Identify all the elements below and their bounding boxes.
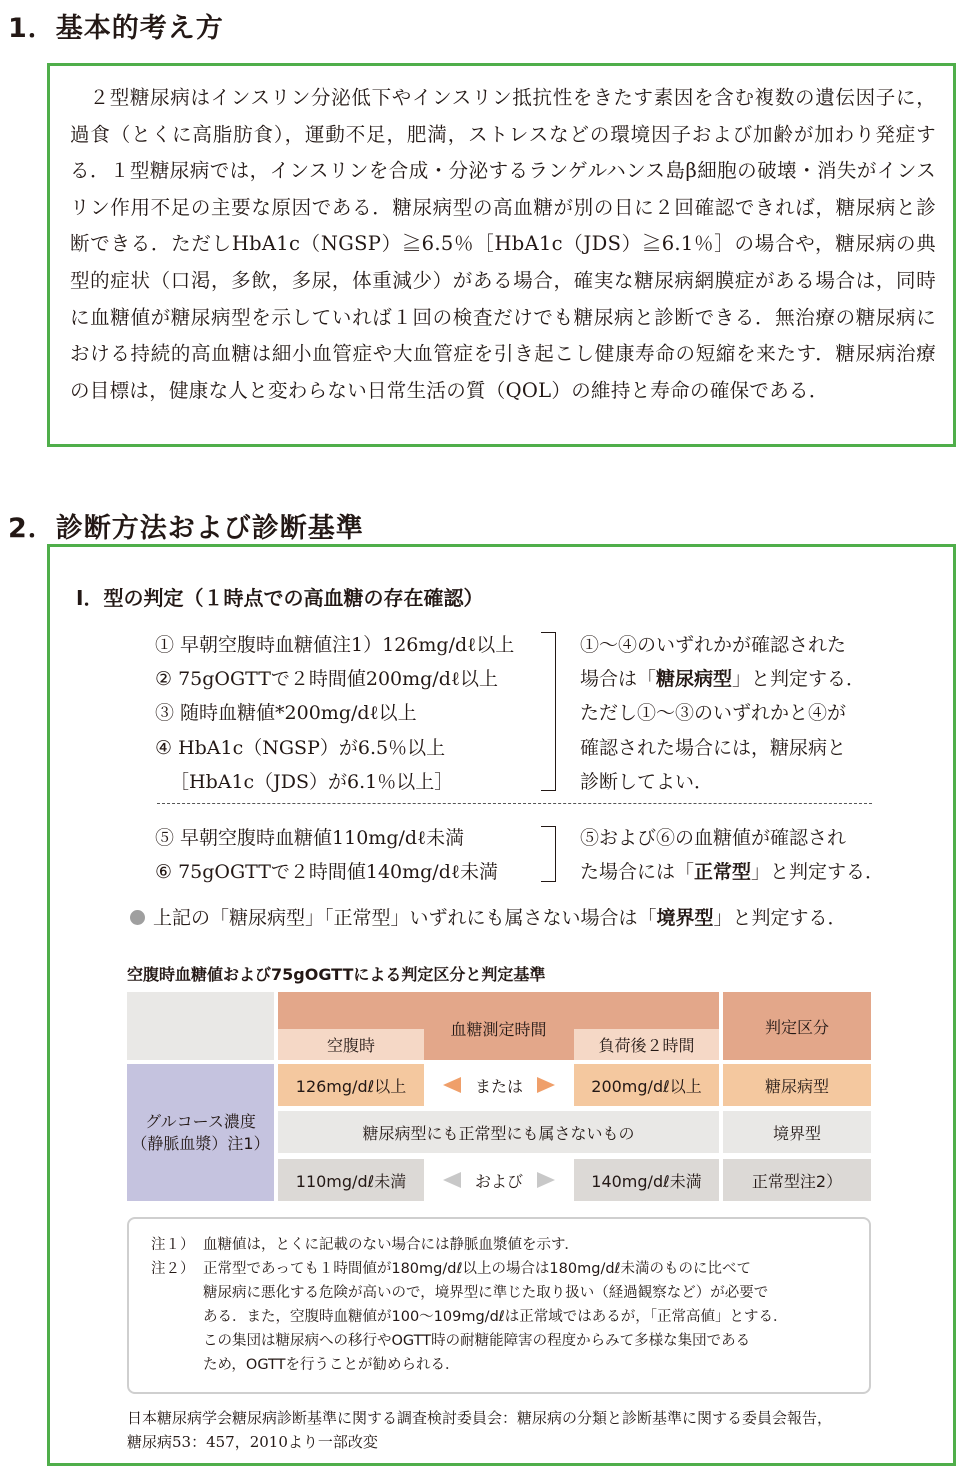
table-corner [127, 992, 274, 1060]
diabetic-type-label: 糖尿病型 [656, 668, 733, 690]
normal-type-label: 正常型 [694, 861, 752, 883]
criterion-4-jds: ［HbA1c（JDS）が6.1％以上］ [170, 771, 454, 793]
result2-line1: ⑤および⑥の血糖値が確認され [580, 827, 847, 849]
criterion-3: ③ 随時血糖値*200mg/dℓ以上 [155, 702, 417, 724]
header-2hour: 負荷後２時間 [574, 1029, 719, 1060]
criterion-1: ① 早朝空腹時血糖値注1）126mg/dℓ以上 [155, 634, 515, 656]
reference [127, 1406, 907, 1454]
result1-line1: ①〜④のいずれかが確認された [580, 634, 847, 656]
result1-line2: 場合は「糖尿病型」と判定する． [580, 668, 866, 690]
borderline-type-label: 境界型 [656, 907, 714, 929]
row-label-glucose: グルコース濃度 （静脈血漿）注1） [127, 1064, 274, 1201]
row3-conjunction: および [428, 1159, 570, 1201]
section1-paragraph: ２型糖尿病はインスリン分泌低下やインスリン抵抗性をきたす素因を含む複数の遺伝因子に，過食（とくに高脂肪食），運動不足，肥満，ストレスなどの環境因子および加齢が加わり発症する．１型糖尿病では，インスリンを合成・分泌するランゲルハンス島β細胞の破壊・消失がインスリン作用不足の主要な原因である．糖尿病型の高血糖が別の日に２回確認できれば，糖尿病と診断できる．ただしHbA1c（NGSP）≧6.5％［HbA1c（JDS）≧6.1％］の場合や，糖尿病の典型的症状（口渇，多飲，多尿，体重減少）がある場合，確実な糖尿病網膜症がある場合は，同時に血糖値が糖尿病型を示していれば１回の検査だけでも糖尿病と診断できる．無治療の糖尿病における持続的高血糖は細小血管症や大血管症を引き起こし健康寿命の短縮を来たす．糖尿病治療の目標は，健康な人と変わらない日常生活の質（QOL）の維持と寿命の確保である． [70, 86, 936, 402]
header-classification: 判定区分 [723, 992, 871, 1060]
note2-label: 注２） [151, 1261, 195, 1277]
result2-line2: た場合には「正常型」と判定する． [580, 861, 885, 883]
header-fasting: 空腹時 [278, 1029, 424, 1060]
reference-line2: 糖尿病53：457，2010より一部改変 [127, 1433, 378, 1451]
row3-fasting: 110mg/dℓ未満 [278, 1159, 424, 1201]
row3-2hour: 140mg/dℓ未満 [574, 1159, 719, 1201]
result1-line5: 診断してよい． [580, 771, 714, 793]
row1-fasting: 126mg/dℓ以上 [278, 1064, 424, 1106]
row2-borderline-desc: 糖尿病型にも正常型にも属さないもの [278, 1111, 719, 1153]
arrow-left-icon [443, 1077, 461, 1093]
row2-class: 境界型 [723, 1111, 871, 1153]
note1-label: 注１） [151, 1237, 195, 1253]
reference-line1: 日本糖尿病学会糖尿病診断基準に関する調査検討委員会：糖尿病の分類と診断基準に関する委員会報告， [127, 1409, 833, 1427]
notes-box [127, 1217, 871, 1394]
arrow-right-icon [537, 1172, 555, 1188]
criterion-6: ⑥ 75gOGTTで２時間値140mg/dℓ未満 [155, 861, 498, 883]
note1-text: 血糖値は，とくに記載のない場合には静脈血漿値を示す． [203, 1237, 579, 1253]
row1-conjunction: または [428, 1064, 570, 1106]
arrow-left-icon [443, 1172, 461, 1188]
bracket-group1 [541, 632, 556, 791]
section2-heading: 2．診断方法および診断基準 [8, 513, 364, 544]
note2-line2: 糖尿病に悪化する危険が高いので，境界型に準じた取り扱い（経過観察など）が必要で [203, 1285, 769, 1301]
section1-box [47, 63, 956, 447]
dashed-divider [157, 803, 872, 804]
type-judgment-subheading: Ⅰ．型の判定（１時点での高血糖の存在確認） [76, 586, 484, 610]
bullet-dot-icon [130, 910, 145, 925]
note2-line1: 正常型であっても１時間値が180mg/dℓ以上の場合は180mg/dℓ未満のものに比べて [203, 1261, 752, 1277]
table-title: 空腹時血糖値および75gOGTTによる判定区分と判定基準 [127, 965, 546, 984]
result1-line4: 確認された場合には，糖尿病と [580, 737, 847, 759]
note2-line3: ある．また，空腹時血糖値が100〜109mg/dℓは正常域ではあるが，「正常高値」とする． [203, 1309, 788, 1325]
arrow-right-icon [537, 1077, 555, 1093]
row1-class: 糖尿病型 [723, 1064, 871, 1106]
note2-line4: この集団は糖尿病への移行やOGTT時の耐糖能障害の程度からみて多様な集団である [203, 1333, 751, 1349]
row1-2hour: 200mg/dℓ以上 [574, 1064, 719, 1106]
section1-heading: 1．基本的考え方 [8, 13, 224, 44]
header-measure-time: 血糖測定時間 [278, 992, 719, 1060]
bracket-group2 [541, 826, 556, 882]
criterion-5: ⑤ 早朝空腹時血糖値110mg/dℓ未満 [155, 827, 465, 849]
criterion-2: ② 75gOGTTで２時間値200mg/dℓ以上 [155, 668, 498, 690]
criterion-4: ④ HbA1c（NGSP）が6.5％以上 [155, 737, 446, 759]
note2-line5: ため，OGTTを行うことが勧められる． [203, 1357, 460, 1373]
borderline-bullet: 上記の「糖尿病型」「正常型」いずれにも属さない場合は「境界型」と判定する． [130, 903, 847, 930]
result1-line3: ただし①〜③のいずれかと④が [580, 702, 847, 724]
row3-class: 正常型注2） [723, 1159, 871, 1201]
